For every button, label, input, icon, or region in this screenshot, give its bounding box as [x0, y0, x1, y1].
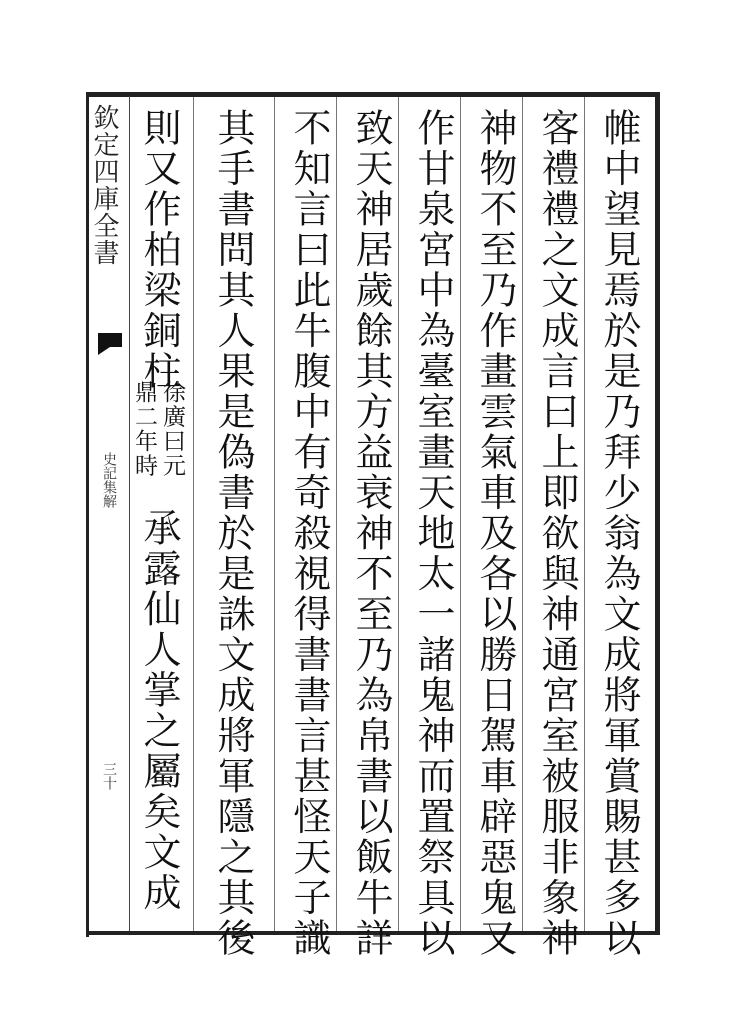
text-column-4: 作甘泉宮中為臺室畫天地太一諸鬼神而置祭具以	[411, 108, 455, 959]
column-rule	[336, 97, 337, 931]
edition-title: 欽定四庫全書	[89, 104, 119, 266]
text-column-1: 帷中望見焉於是乃拜少翁為文成將軍賞賜甚多以	[597, 108, 641, 959]
text-column-6: 不知言曰此牛腹中有奇殺視得書書言甚怪天子識	[287, 108, 331, 959]
column-rule	[584, 97, 585, 931]
column-rule	[460, 97, 461, 931]
column-rule	[274, 97, 275, 931]
commentary-line-right: 徐廣曰元	[159, 380, 185, 478]
commentary-line-left: 鼎二年時	[131, 380, 157, 478]
book-title: 史記集解	[101, 452, 117, 508]
text-column-3: 神物不至乃作畫雲氣車及各以勝日駕車辟惡鬼又	[473, 108, 517, 959]
folio-number: 三十	[101, 762, 117, 790]
fishtail-mark-tip	[98, 347, 122, 355]
text-column-8-head: 則又作柏梁銅柱	[137, 108, 181, 392]
column-rule	[398, 97, 399, 931]
text-column-5: 致天神居歲餘其方益衰神不至乃為帛書以飯牛詳	[349, 108, 393, 959]
text-column-7: 其手書問其人果是偽書於是誅文成將軍隱之其後	[211, 108, 255, 959]
band-divider	[129, 96, 130, 931]
page-border-top	[86, 92, 660, 97]
fishtail-mark	[98, 333, 122, 347]
text-column-2: 客禮禮之文成言曰上即欲與神通宮室被服非象神	[535, 108, 579, 959]
column-rule	[193, 97, 194, 931]
page-border-right	[655, 96, 660, 934]
column-rule	[522, 97, 523, 931]
text-column-8-tail: 承露仙人掌之屬矣文成	[137, 508, 181, 913]
